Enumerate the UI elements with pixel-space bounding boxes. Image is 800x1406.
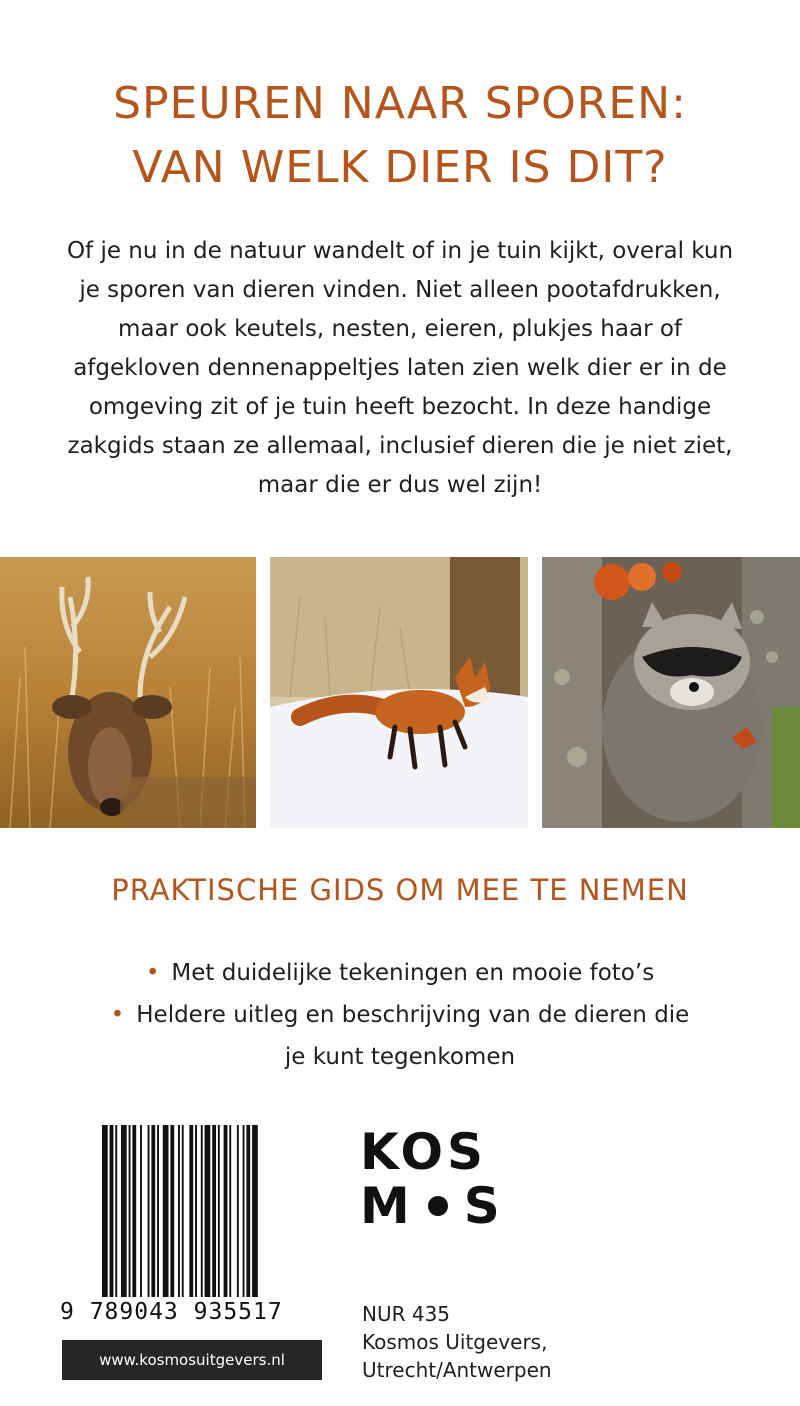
barcode-bar [170, 1125, 174, 1297]
intro-line: je sporen van dieren vinden. Niet alleen pootafdrukken, [79, 277, 721, 303]
barcode-bar [163, 1125, 169, 1297]
list-item-text: je kunt tegenkomen [284, 1044, 516, 1070]
barcode-bar [189, 1125, 193, 1297]
intro-paragraph [40, 232, 760, 505]
logo-line [360, 1179, 510, 1233]
isbn-digits: 9 789043 935517 [60, 1299, 283, 1325]
barcode-bar [195, 1125, 197, 1297]
barcode-bar [102, 1125, 108, 1297]
barcode-bar [121, 1125, 127, 1297]
barcode-bar [110, 1125, 114, 1297]
intro-line: maar die er dus wel zijn! [257, 472, 543, 498]
kosmos-logo [360, 1125, 510, 1235]
raccoon-photo [542, 557, 800, 828]
list-item-text: Heldere uitleg en beschrijving van de dieren die [136, 1002, 690, 1028]
list-item [0, 994, 800, 1078]
intro-line: omgeving zit of je tuin heeft bezocht. In deze handige [88, 394, 712, 420]
list-item-text: Met duidelijke tekeningen en mooie foto’s [171, 960, 655, 986]
publisher-line: Kosmos Uitgevers, [362, 1330, 548, 1354]
barcode-bar [243, 1125, 245, 1297]
publisher-info [362, 1300, 552, 1384]
headline-line: VAN WELK DIER IS DIT? [132, 142, 668, 193]
intro-line: zakgids staan ze allemaal, inclusief dieren die je niet ziet, [67, 433, 733, 459]
barcode-bar [218, 1125, 220, 1297]
fox-photo [270, 557, 528, 828]
feature-list [0, 952, 800, 1078]
logo-dot-icon [428, 1196, 448, 1216]
intro-line: afgekloven dennenappeltjes laten zien welk dier er in de [73, 355, 727, 381]
logo-line: KOS [360, 1123, 488, 1181]
bullet-icon: • [145, 960, 160, 986]
barcode-bar [148, 1125, 150, 1297]
barcode-bar [212, 1125, 216, 1297]
barcode-bar [157, 1125, 159, 1297]
barcode-bar [237, 1125, 239, 1297]
barcode-bar [224, 1125, 228, 1297]
barcode-bar [229, 1125, 231, 1297]
barcode-bar [182, 1125, 184, 1297]
publisher-line: Utrecht/Antwerpen [362, 1358, 552, 1382]
barcode-bar [132, 1125, 136, 1297]
barcode-bar [252, 1125, 258, 1297]
list-item [0, 952, 800, 994]
barcode-bar [115, 1125, 117, 1297]
headline [0, 72, 800, 200]
barcode-bar [205, 1125, 211, 1297]
barcode-bar [129, 1125, 131, 1297]
headline-line: SPEUREN NAAR SPOREN: [113, 78, 687, 129]
section-heading: PRAKTISCHE GIDS OM MEE TE NEMEN [111, 873, 689, 907]
barcode-bar [246, 1125, 250, 1297]
intro-line: maar ook keutels, nesten, eieren, plukjes haar of [117, 316, 683, 342]
barcode-bar [201, 1125, 203, 1297]
logo-letter: S [463, 1177, 504, 1235]
barcode-bar [151, 1125, 155, 1297]
intro-line: Of je nu in de natuur wandelt of in je tuin kijkt, overal kun [66, 238, 734, 264]
barcode [100, 1125, 320, 1297]
barcode-bar [140, 1125, 142, 1297]
publisher-line: NUR 435 [362, 1302, 451, 1326]
logo-letter: M [360, 1177, 414, 1235]
publisher-url: www.kosmosuitgevers.nl [62, 1340, 322, 1380]
bullet-icon: • [110, 1002, 125, 1028]
barcode-bar [178, 1125, 180, 1297]
deer-photo [0, 557, 256, 828]
